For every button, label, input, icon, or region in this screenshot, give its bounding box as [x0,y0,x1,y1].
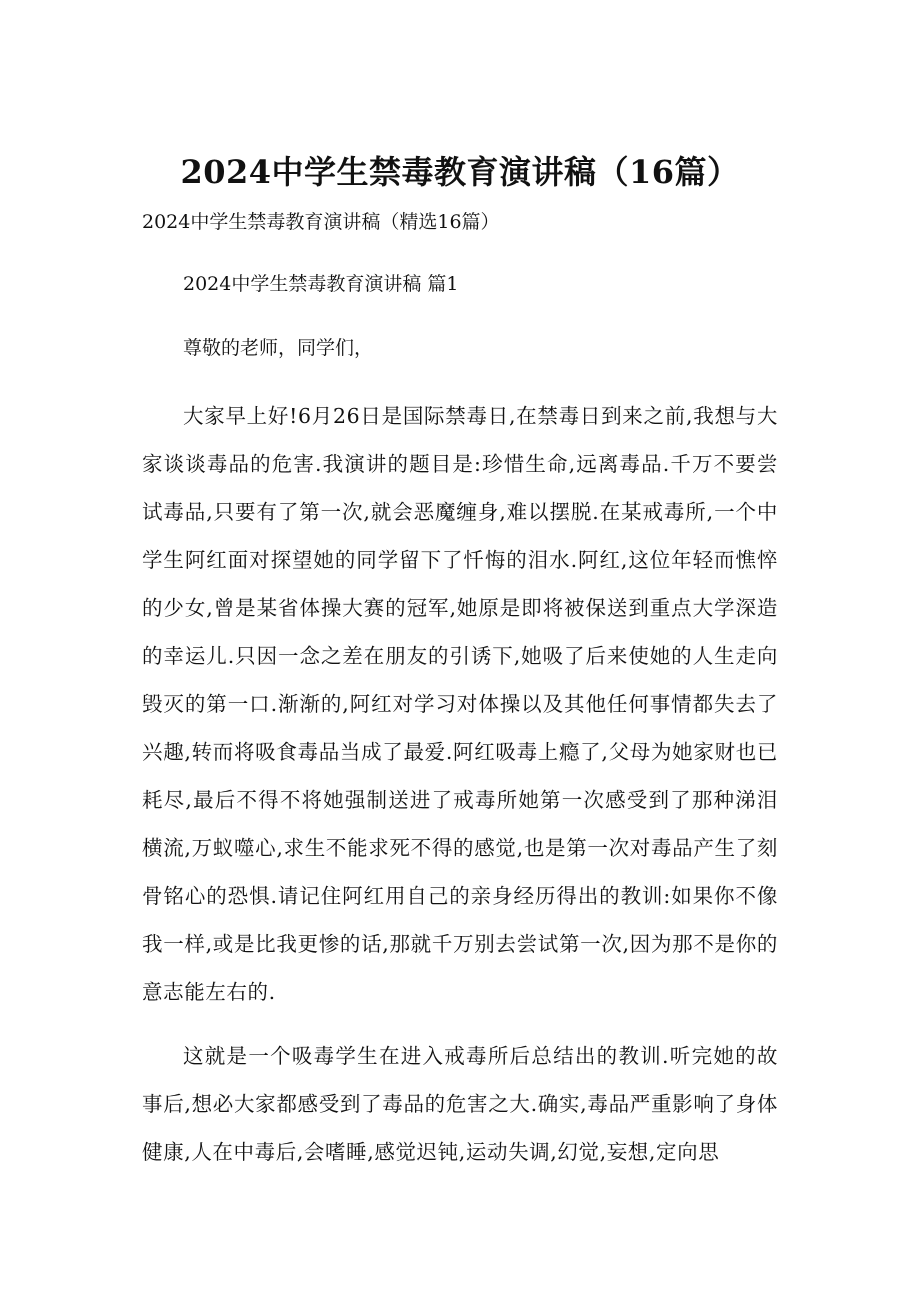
document-title: 2024中学生禁毒教育演讲稿（16篇） [180,153,740,191]
section-heading: 2024中学生禁毒教育演讲稿 篇1 [183,273,459,295]
body-paragraph: 大家早上好!6月26日是国际禁毒日,在禁毒日到来之前,我想与大家谈谈毒品的危害.我演讲的题目是:珍惜生命,远离毒品.千万不要尝试毒品,只要有了第一次,就会恶魔缠身,难以摆脱.在某戒毒所,一个中学生阿红面对探望她的同学留下了忏悔的泪水.阿红,这位年轻而憔悴的少女,曾是某省体操大赛的冠军,她原是即将被保送到重点大学深造的幸运儿.只因一念之差在朋友的引诱下,她吸了后来使她的人生走向毁灭的第一口.渐渐的,阿红对学习对体操以及其他任何事情都失去了兴趣,转而将吸食毒品当成了最爱.阿红吸毒上瘾了,父母为她家财也已耗尽,最后不得不将她强制送进了戒毒所她第一次感受到了那种涕泪横流,万蚁噬心,求生不能求死不得的感觉,也是第一次对毒品产生了刻骨铭心的恐惧.请记住阿红用自己的亲身经历得出的教训:如果你不像我一样,或是比我更惨的话,那就千万别去尝试第一次,因为那不是你的意志能左右的. [142,404,778,1004]
body-paragraph: 这就是一个吸毒学生在进入戒毒所后总结出的教训.听完她的故事后,想必大家都感受到了毒品的危害之大.确实,毒品严重影响了身体健康,人在中毒后,会嗜睡,感觉迟钝,运动失调,幻觉,妄想,定向思 [142,1044,778,1164]
salutation: 尊敬的老师，同学们， [183,337,374,359]
document-subtitle: 2024中学生禁毒教育演讲稿（精选16篇） [142,211,500,233]
